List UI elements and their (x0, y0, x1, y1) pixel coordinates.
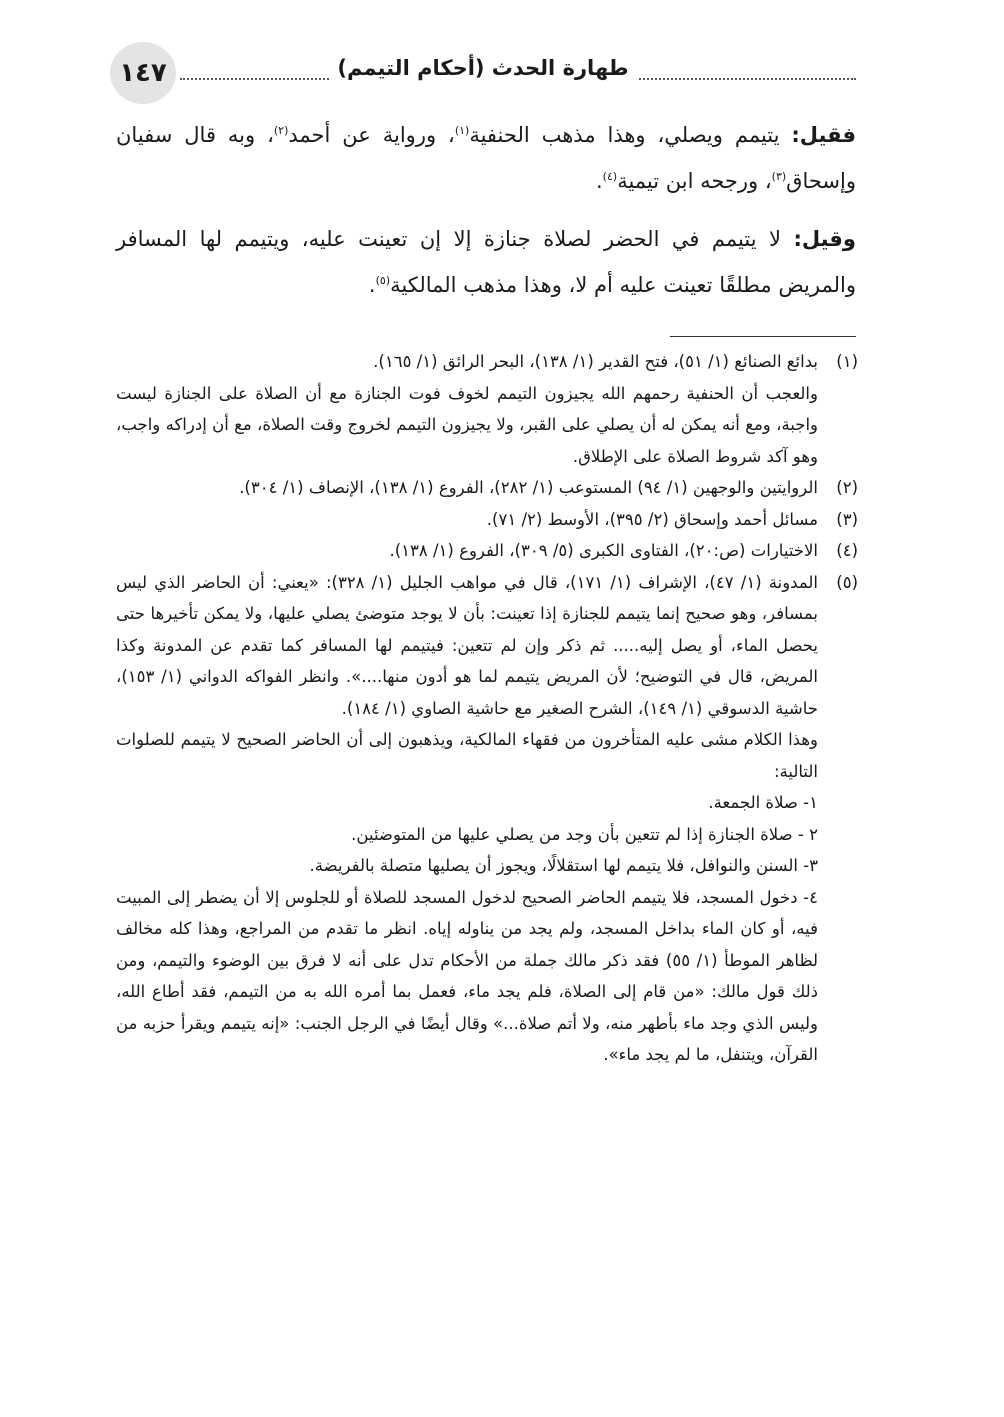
footnote-para: المدونة (١/ ٤٧)، الإشراف (١/ ١٧١)، قال في مواهب الجليل (١/ ٣٢٨): «يعني: أن الحاضر الذي ليس بمسافر، وهو صحيح إنما يتيمم للجنازة إذا تعينت: بأن لا يوجد متوضئ يصلي عليها، ولا يمكن تأخيرها حتى يحصل الماء، أو يصل إليه..... ثم ذكر وإن لم تتعين: فيتيمم لها المسافر كما تقدم عن المدونة وكذا المريض، قال في التوضيح؛ لأن المريض يتيمم لما هو أدون منها....». وانظر الفواكه الدواني (١/ ١٥٣)، حاشية الدسوقي (١/ ١٤٩)، الشرح الصغير مع حاشية الصاوي (١/ ١٨٤). (116, 572, 819, 718)
footnote-ref[interactable]: (٢) (273, 124, 289, 137)
footnote-para: الروايتين والوجهين (١/ ٩٤) المستوعب (١/ ٢٨٢)، الفروع (١/ ١٣٨)، الإنصاف (١/ ٣٠٤). (239, 478, 818, 497)
footnote-text (116, 504, 818, 536)
footnote-text (116, 535, 818, 567)
footnotes (116, 346, 858, 1071)
footnote-text (116, 472, 818, 504)
text-run: ، ورواية عن أحمد (288, 123, 455, 147)
footnote-list-item: ٤- دخول المسجد، فلا يتيمم الحاضر الصحيح لدخول المسجد للصلاة أو للجلوس إلا أن يضطر إلى المبيت فيه، أو كان الماء بداخل المسجد، ولم يجد من يناوله إياه. انظر ما تقدم من المراجع، وهذا كله مخالف لظاهر الموطأ (١/ ٥٥) فقد ذكر مالك جملة من الأحكام تدل على أنه لا فرق بين الوضوء والتيمم، ومن ذلك قول مالك: «من قام إلى الصلاة، فلم يجد ماء، فعمل بما أمره الله به من التيمم، فقد أطاع الله، وليس الذي وجد ماء بأطهر منه، ولا أتم صلاة...» وقال أيضًا في الرجل الجنب: «إنه يتيمم ويقرأ حزبه من القرآن، ويتنفل، ما لم يجد ماء». (116, 887, 818, 1064)
running-title-text: طهارة الحدث (أحكام التيمم) (329, 56, 636, 80)
text-run: ، وبه قال سفيان وإسحاق (116, 123, 856, 193)
footnote-ref[interactable]: (٣) (771, 170, 787, 183)
footnote-5 (116, 567, 858, 1071)
footnote-number: (٢) (836, 478, 858, 497)
footnote-list-item: ٣- السنن والنوافل، فلا يتيمم لها استقلالًا، ويجوز أن يصليها متصلة بالفريضة. (309, 856, 818, 875)
footnote-text (116, 346, 818, 472)
lead-word: فقيل: (791, 123, 856, 147)
paragraph-opinion-2 (116, 216, 856, 308)
footnote-ref[interactable]: (٤) (602, 170, 618, 183)
footnote-ref[interactable]: (١) (454, 124, 470, 137)
page-number-badge (110, 42, 176, 104)
footnote-number: (٥) (836, 572, 858, 592)
main-text (116, 112, 856, 320)
page-header (110, 42, 856, 104)
footnote-number: (٣) (836, 509, 858, 529)
lead-word: وقيل: (793, 227, 856, 251)
running-title (110, 56, 856, 80)
footnote-1 (116, 346, 858, 472)
text-run: . (368, 273, 376, 297)
footnote-para: وهذا الكلام مشى عليه المتأخرون من فقهاء المالكية، ويذهبون إلى أن الحاضر الصحيح لا يتيمم للصلوات التالية: (116, 730, 818, 781)
page-number: ١٤٧ (119, 58, 167, 88)
footnote-text (116, 567, 818, 1071)
paragraph-opinion-1 (116, 112, 856, 204)
footnote-para: الاختيارات (ص:٢٠)، الفتاوى الكبرى (٥/ ٣٠٩)، الفروع (١/ ١٣٨). (389, 541, 818, 560)
text-run: ، ورجحه ابن تيمية (617, 169, 772, 193)
footnote-para: مسائل أحمد وإسحاق (٢/ ٣٩٥)، الأوسط (٢/ ٧١). (486, 509, 818, 529)
footnote-number: (٤) (836, 541, 858, 560)
footnote-3 (116, 504, 858, 536)
text-run: . (595, 169, 603, 193)
footnote-para: والعجب أن الحنفية رحمهم الله يجيزون التيمم لخوف فوت الجنازة مع أن الصلاة على الجنازة ليست واجبة، ومع أنه يمكن له أن يصلي على القبر، ولا يجيزون التيمم لخروج وقت الصلاة، مع أن إدراكه واجب، وهو آكد شروط الصلاة على الإطلاق. (116, 383, 818, 466)
footnote-4 (116, 535, 858, 567)
footnote-para: بدائع الصنائع (١/ ٥١)، فتح القدير (١/ ١٣٨)، البحر الرائق (١/ ١٦٥). (373, 352, 818, 371)
footnote-list-item: ٢ - صلاة الجنازة إذا لم تتعين بأن وجد من يصلي عليها من المتوضئين. (351, 824, 818, 844)
footnote-2 (116, 472, 858, 504)
footnote-separator (670, 336, 856, 337)
footnote-number: (١) (836, 352, 858, 371)
text-run: يتيمم ويصلي، وهذا مذهب الحنفية (469, 123, 792, 147)
footnote-ref[interactable]: (٥) (375, 274, 391, 287)
footnote-list-item: ١- صلاة الجمعة. (708, 793, 818, 812)
text-run: لا يتيمم في الحضر لصلاة جنازة إلا إن تعينت عليه، ويتيمم لها المسافر والمريض مطلقًا تعينت عليه أم لا، وهذا مذهب المالكية (116, 227, 856, 297)
